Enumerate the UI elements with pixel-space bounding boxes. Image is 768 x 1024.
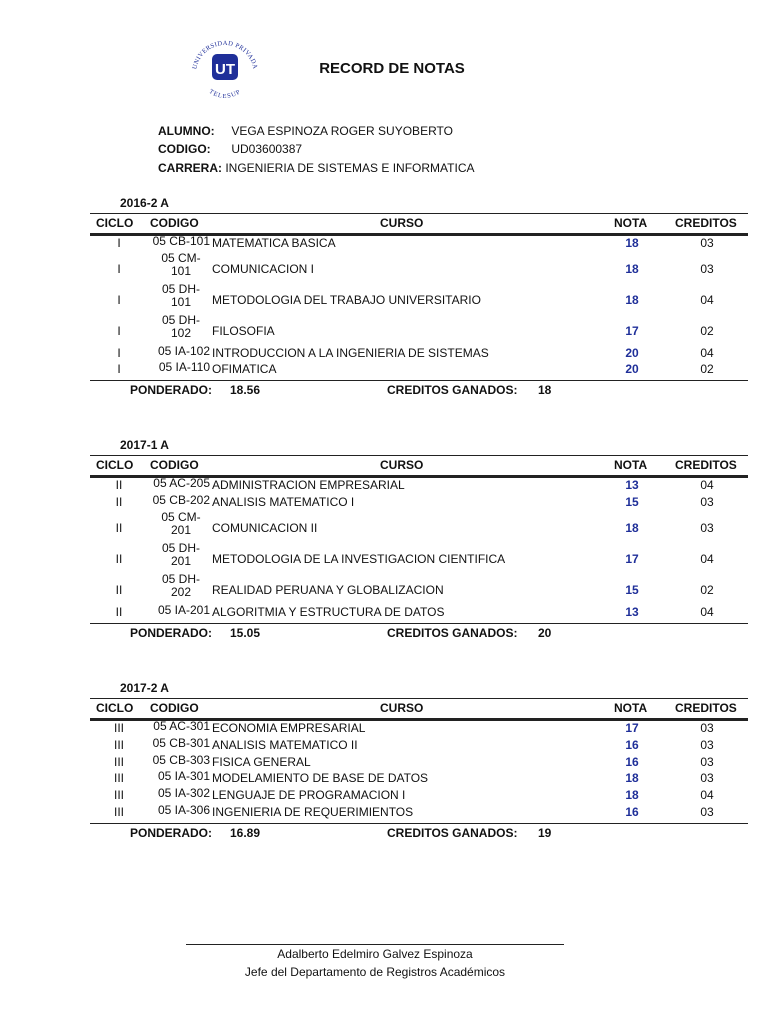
table-header [90, 213, 748, 236]
cell-nota: 16 [625, 805, 639, 819]
cell-creditos: 04 [700, 346, 714, 360]
cell-codigo: 05 CB-202 [152, 493, 210, 507]
cell-codigo: 05 AC-301 [153, 719, 210, 733]
cell-creditos: 04 [700, 478, 714, 492]
signature-line [186, 944, 564, 945]
cell-ciclo: I [117, 293, 121, 307]
cell-ciclo: II [115, 552, 123, 566]
svg-text:TELESUP [208, 88, 243, 100]
cell-creditos: 02 [700, 362, 714, 376]
cell-nota: 15 [625, 495, 639, 509]
cell-nota: 18 [625, 521, 639, 535]
cell-curso: ECONOMIA EMPRESARIAL [212, 721, 366, 735]
cell-nota: 16 [625, 738, 639, 752]
creditos-ganados-label: CREDITOS GANADOS: [387, 626, 518, 640]
ponderado-label: PONDERADO: [130, 826, 213, 840]
table-row [90, 284, 748, 315]
cell-curso: REALIDAD PERUANA Y GLOBALIZACION [212, 583, 444, 597]
cell-codigo: 05 CM- 201 [161, 510, 201, 537]
table-header [90, 455, 748, 478]
cell-curso: FILOSOFIA [212, 324, 275, 338]
cell-ciclo: III [113, 771, 124, 785]
cell-curso: INTRODUCCION A LA INGENIERIA DE SISTEMAS [212, 346, 489, 360]
creditos-ganados-value: 20 [538, 626, 552, 640]
cell-ciclo: III [113, 738, 124, 752]
cell-creditos: 04 [700, 552, 714, 566]
cell-ciclo: I [117, 324, 121, 338]
cell-codigo: 05 DH- 102 [161, 313, 200, 340]
student-code: UD03600387 [231, 142, 303, 156]
logo-text-bottom: TELESUP [207, 88, 243, 100]
cell-nota: 13 [625, 605, 639, 619]
student-career: INGENIERIA DE SISTEMAS E INFORMATICA [225, 161, 475, 175]
cell-creditos: 04 [700, 788, 714, 802]
cell-codigo: 05 DH- 202 [161, 572, 200, 599]
cell-ciclo: I [117, 362, 121, 376]
cell-codigo: 05 CB-301 [152, 736, 210, 750]
ponderado-value: 15.05 [230, 626, 261, 640]
cell-curso: METODOLOGIA DEL TRABAJO UNIVERSITARIO [212, 293, 481, 307]
cell-curso: MATEMATICA BASICA [212, 236, 336, 250]
cell-curso: COMUNICACION II [212, 521, 318, 535]
cell-ciclo: II [115, 495, 123, 509]
cell-creditos: 03 [700, 771, 714, 785]
semester-title: 2017-1 A [120, 438, 169, 452]
cell-ciclo: II [115, 521, 123, 535]
cell-codigo: 05 CM- 101 [161, 251, 201, 278]
page-title: RECORD DE NOTAS [319, 60, 465, 77]
student-code-row [158, 142, 302, 156]
cell-creditos: 03 [700, 805, 714, 819]
table-footer [90, 380, 748, 398]
table-footer [90, 623, 748, 641]
student-career-label: CARRERA: [158, 161, 222, 175]
semester-title: 2017-2 A [120, 681, 169, 695]
ponderado-value: 18.56 [230, 383, 261, 397]
cell-codigo: 05 AC-205 [153, 476, 210, 490]
cell-curso: MODELAMIENTO DE BASE DE DATOS [212, 771, 429, 785]
cell-codigo: 05 CB-101 [152, 234, 210, 248]
header-creditos: CREDITOS [675, 216, 737, 230]
cell-ciclo: III [113, 805, 124, 819]
header-codigo: CODIGO [150, 216, 199, 230]
logo-monogram: UT [215, 61, 235, 78]
cell-creditos: 03 [700, 521, 714, 535]
semester-title: 2016-2 A [120, 196, 169, 210]
table-row [90, 512, 748, 543]
header-nota: NOTA [614, 458, 648, 472]
header-nota: NOTA [614, 216, 648, 230]
header-curso: CURSO [380, 216, 424, 230]
cell-nota: 18 [625, 788, 639, 802]
creditos-ganados-label: CREDITOS GANADOS: [387, 826, 518, 840]
cell-curso: COMUNICACION I [212, 262, 314, 276]
header-ciclo: CICLO [96, 458, 134, 472]
logo-text-top: UNIVERSIDAD PRIVADA [191, 40, 259, 70]
university-logo [186, 40, 264, 104]
cell-nota: 17 [625, 552, 639, 566]
cell-nota: 18 [625, 262, 639, 276]
cell-nota: 17 [625, 721, 639, 735]
cell-curso: INGENIERIA DE REQUERIMIENTOS [212, 805, 414, 819]
cell-curso: FISICA GENERAL [212, 755, 311, 769]
cell-nota: 18 [625, 771, 639, 785]
cell-curso: ANALISIS MATEMATICO I [212, 495, 355, 509]
cell-curso: LENGUAJE DE PROGRAMACION I [212, 788, 406, 802]
creditos-ganados-label: CREDITOS GANADOS: [387, 383, 518, 397]
cell-creditos: 03 [700, 236, 714, 250]
cell-curso: ADMINISTRACION EMPRESARIAL [212, 478, 405, 492]
table-footer [90, 823, 748, 841]
cell-creditos: 03 [700, 262, 714, 276]
cell-nota: 16 [625, 755, 639, 769]
table-row [90, 605, 748, 622]
cell-ciclo: III [113, 721, 124, 735]
cell-curso: OFIMATICA [212, 362, 277, 376]
cell-nota: 20 [625, 362, 639, 376]
signatory-name: Adalberto Edelmiro Galvez Espinoza [277, 947, 473, 961]
table-row [90, 315, 748, 346]
cell-ciclo: III [113, 788, 124, 802]
cell-ciclo: I [117, 262, 121, 276]
cell-creditos: 03 [700, 755, 714, 769]
cell-codigo: 05 DH- 201 [161, 541, 200, 568]
header-curso: CURSO [380, 458, 424, 472]
student-name-row [158, 124, 453, 138]
cell-ciclo: I [117, 236, 121, 250]
table-row [90, 362, 748, 379]
cell-nota: 17 [625, 324, 639, 338]
cell-creditos: 03 [700, 721, 714, 735]
cell-nota: 18 [625, 236, 639, 250]
cell-codigo: 05 IA-302 [157, 786, 210, 800]
cell-creditos: 04 [700, 605, 714, 619]
cell-creditos: 02 [700, 583, 714, 597]
cell-codigo: 05 IA-301 [157, 769, 210, 783]
table-row [90, 543, 748, 574]
header-codigo: CODIGO [150, 701, 199, 715]
cell-curso: ALGORITMIA Y ESTRUCTURA DE DATOS [212, 605, 445, 619]
table-row [90, 805, 748, 822]
table-row [90, 253, 748, 284]
header-nota: NOTA [614, 701, 648, 715]
table-row [90, 574, 748, 605]
creditos-ganados-value: 18 [538, 383, 552, 397]
cell-ciclo: I [117, 346, 121, 360]
cell-ciclo: II [115, 478, 123, 492]
student-code-label: CODIGO: [158, 142, 211, 156]
header-ciclo: CICLO [96, 701, 134, 715]
header-codigo: CODIGO [150, 458, 199, 472]
cell-codigo: 05 IA-102 [157, 344, 210, 358]
student-name-label: ALUMNO: [158, 124, 215, 138]
cell-curso: METODOLOGIA DE LA INVESTIGACION CIENTIFICA [212, 552, 506, 566]
table-header [90, 698, 748, 721]
cell-nota: 15 [625, 583, 639, 597]
cell-codigo: 05 IA-306 [157, 803, 210, 817]
signatory-role: Jefe del Departamento de Registros Académicos [244, 965, 506, 979]
cell-ciclo: II [115, 605, 123, 619]
header-ciclo: CICLO [96, 216, 134, 230]
cell-nota: 18 [625, 293, 639, 307]
student-career-row [158, 161, 475, 175]
ponderado-label: PONDERADO: [130, 383, 213, 397]
header-creditos: CREDITOS [675, 458, 737, 472]
cell-ciclo: II [115, 583, 123, 597]
cell-nota: 20 [625, 346, 639, 360]
cell-creditos: 03 [700, 495, 714, 509]
cell-nota: 13 [625, 478, 639, 492]
cell-curso: ANALISIS MATEMATICO II [212, 738, 358, 752]
cell-ciclo: III [113, 755, 124, 769]
cell-creditos: 03 [700, 738, 714, 752]
cell-codigo: 05 IA-110 [158, 360, 210, 374]
ponderado-value: 16.89 [230, 826, 261, 840]
header-curso: CURSO [380, 701, 424, 715]
ponderado-label: PONDERADO: [130, 626, 213, 640]
cell-codigo: 05 DH- 101 [161, 282, 200, 309]
cell-creditos: 02 [700, 324, 714, 338]
creditos-ganados-value: 19 [538, 826, 552, 840]
cell-codigo: 05 IA-201 [157, 603, 210, 617]
cell-creditos: 04 [700, 293, 714, 307]
header-creditos: CREDITOS [675, 701, 737, 715]
cell-codigo: 05 CB-303 [152, 753, 210, 767]
student-name: VEGA ESPINOZA ROGER SUYOBERTO [231, 124, 453, 138]
